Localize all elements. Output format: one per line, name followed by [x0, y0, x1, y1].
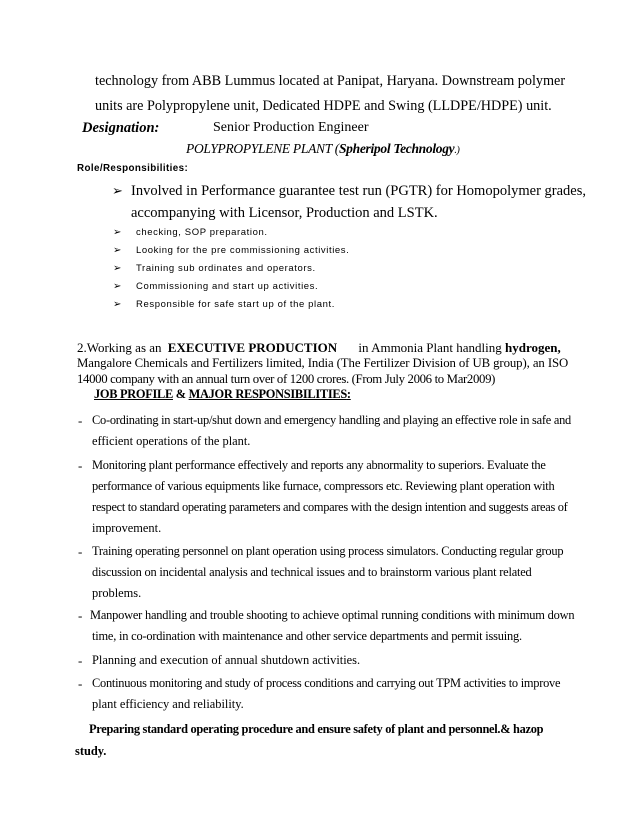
- job2-line-3: 14000 company with an annual turn over of 1200 crores. (From July 2006 to Mar2009): [77, 372, 496, 386]
- job2-line-2: Mangalore Chemicals and Fertilizers limited, India (The Fertilizer Division of UB group), an ISO: [77, 356, 569, 370]
- list-item: efficient operations of the plant.: [92, 434, 251, 448]
- job-profile-label: JOB PROFILE: [94, 387, 173, 401]
- job2-location: in Ammonia Plant handling: [358, 340, 502, 355]
- major-responsibilities-label: MAJOR RESPONSIBILITIES: [188, 387, 347, 401]
- list-item: performance of various equipments like furnace, compressors etc. Reviewing plant operation with: [92, 479, 555, 493]
- arrow-bullet-icon: ➢: [113, 245, 122, 256]
- arrow-bullet-icon: ➢: [113, 227, 122, 238]
- list-item: Monitoring plant performance effectively and reports any abnormality to superiors. Evaluate the: [92, 458, 546, 472]
- job2-line-1: [77, 340, 561, 356]
- list-item: discussion on incidental analysis and technical issues and to brainstorm various plant related: [92, 565, 532, 579]
- main-bullet-line-1: Involved in Performance guarantee test run (PGTR) for Homopolymer grades,: [131, 183, 587, 199]
- list-item: Co-ordinating in start-up/shut down and emergency handling and playing an effective role in safe and: [92, 413, 571, 427]
- designation-value: Senior Production Engineer: [213, 120, 369, 135]
- list-item: Planning and execution of annual shutdown activities.: [92, 653, 361, 667]
- list-item: Continuous monitoring and study of process conditions and carrying out TPM activities to improve: [92, 676, 561, 690]
- closing-line-1: Preparing standard operating procedure and ensure safety of plant and personnel.& hazop: [89, 722, 544, 736]
- closing-line-2: study.: [75, 744, 107, 758]
- list-item: Looking for the pre commissioning activities.: [136, 245, 350, 256]
- list-item: Training sub ordinates and operators.: [136, 263, 316, 274]
- job-profile-amp: &: [172, 387, 189, 401]
- dash-bullet: -: [78, 458, 83, 473]
- plant-line: [186, 141, 460, 157]
- list-item: Manpower handling and trouble shooting to achieve optimal running conditions with minimum down: [90, 608, 575, 622]
- list-item: problems.: [92, 586, 142, 600]
- technology-name: Spheripol Technology: [338, 141, 455, 156]
- dash-bullet: -: [78, 653, 83, 668]
- designation-label: Designation:: [82, 120, 160, 136]
- plant-name: POLYPROPYLENE PLANT: [186, 141, 332, 156]
- dash-bullet: -: [78, 544, 83, 559]
- list-item: checking, SOP preparation.: [136, 227, 268, 238]
- arrow-bullet-icon: ➢: [113, 263, 122, 274]
- job2-role: EXECUTIVE PRODUCTION: [167, 340, 338, 355]
- tech-open-paren: (: [334, 141, 339, 156]
- list-item: Responsible for safe start up of the plant.: [136, 299, 336, 310]
- intro-line-1: technology from ABB Lummus located at Panipat, Haryana. Downstream polymer: [95, 73, 566, 89]
- job-profile-heading: [94, 387, 351, 402]
- list-item: respect to standard operating parameters and compares with the design intention and suggests areas of: [92, 500, 568, 514]
- intro-line-2: units are Polypropylene unit, Dedicated HDPE and Swing (LLDPE/HDPE) unit.: [95, 98, 552, 114]
- list-item: plant efficiency and reliability.: [92, 697, 244, 711]
- list-item: Training operating personnel on plant operation using process simulators. Conducting regular group: [92, 544, 564, 558]
- job2-intro: 2.Working as an: [77, 340, 162, 355]
- arrow-bullet-icon: ➢: [113, 299, 122, 310]
- main-bullet-line-2: accompanying with Licensor, Production and LSTK.: [131, 205, 438, 221]
- arrow-bullet-icon: ➢: [113, 281, 122, 292]
- dash-bullet: -: [78, 608, 83, 623]
- dash-bullet: -: [78, 676, 83, 691]
- list-item: Commissioning and start up activities.: [136, 281, 319, 292]
- dash-bullet: -: [78, 413, 83, 428]
- role-heading: Role/Responsibilities:: [77, 163, 189, 174]
- tech-close-paren: .): [454, 145, 460, 156]
- list-item: improvement.: [92, 521, 162, 535]
- job2-hydrogen: hydrogen,: [505, 340, 561, 355]
- job-profile-colon: :: [346, 387, 351, 401]
- list-item: time, in co-ordination with maintenance and other service departments and permit issuing.: [92, 629, 522, 643]
- arrow-bullet-icon: ➢: [112, 184, 123, 199]
